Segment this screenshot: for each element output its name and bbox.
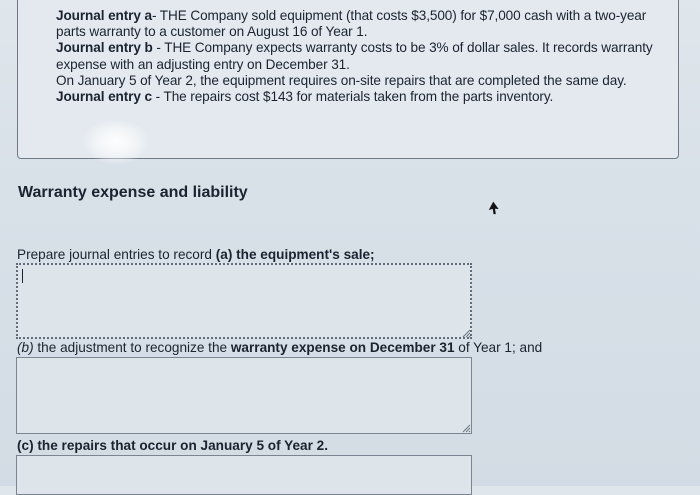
prompt-b-paren: (b) (17, 340, 34, 355)
prompt-b-text-1: the adjustment to recognize the (33, 340, 231, 355)
prompt-a-text: Prepare journal entries to record (17, 247, 216, 262)
entry-b (56, 40, 656, 72)
answer-b-input[interactable] (16, 357, 472, 434)
entry-a (56, 8, 656, 40)
prompt-b-text-2: of Year 1; and (454, 340, 543, 355)
entry-b-text: - THE Company expects warranty costs to be 3% of dollar sales. It records warranty expense with an adjusting entry on December 31. (56, 40, 653, 72)
entry-a-text: - THE Company sold equipment (that costs $3,500) for $7,000 cash with a two-year parts warranty to a customer on August 16 of Year 1. (56, 8, 647, 40)
screen-glare (84, 120, 148, 164)
entry-c-label: Journal entry c (56, 89, 152, 105)
answer-a-input[interactable] (16, 263, 472, 339)
mouse-pointer-icon (486, 198, 502, 216)
entry-c-text: - The repairs cost $143 for materials taken from the parts inventory. (151, 89, 554, 105)
entry-b-label: Journal entry b (56, 40, 153, 56)
prompt-b (17, 340, 542, 356)
prompt-c (17, 438, 328, 454)
prompt-a-bold: (a) the equipment's sale; (215, 247, 375, 262)
entry-a-label: Journal entry a (56, 8, 152, 23)
entry-b-extra: On January 5 of Year 2, the equipment requires on-site repairs that are completed the same day. (56, 72, 627, 88)
resize-grip-icon[interactable] (462, 424, 471, 433)
prompt-c-bold: (c) the repairs that occur on January 5 of Year 2. (17, 438, 329, 453)
resize-grip-icon[interactable] (462, 329, 471, 338)
entry-c (56, 89, 656, 105)
prompt-b-bold: warranty expense on December 31 (230, 340, 455, 355)
answer-c-input[interactable] (16, 455, 472, 495)
problem-statement (56, 8, 656, 105)
text-caret (22, 269, 23, 283)
section-title: Warranty expense and liability (18, 184, 248, 201)
